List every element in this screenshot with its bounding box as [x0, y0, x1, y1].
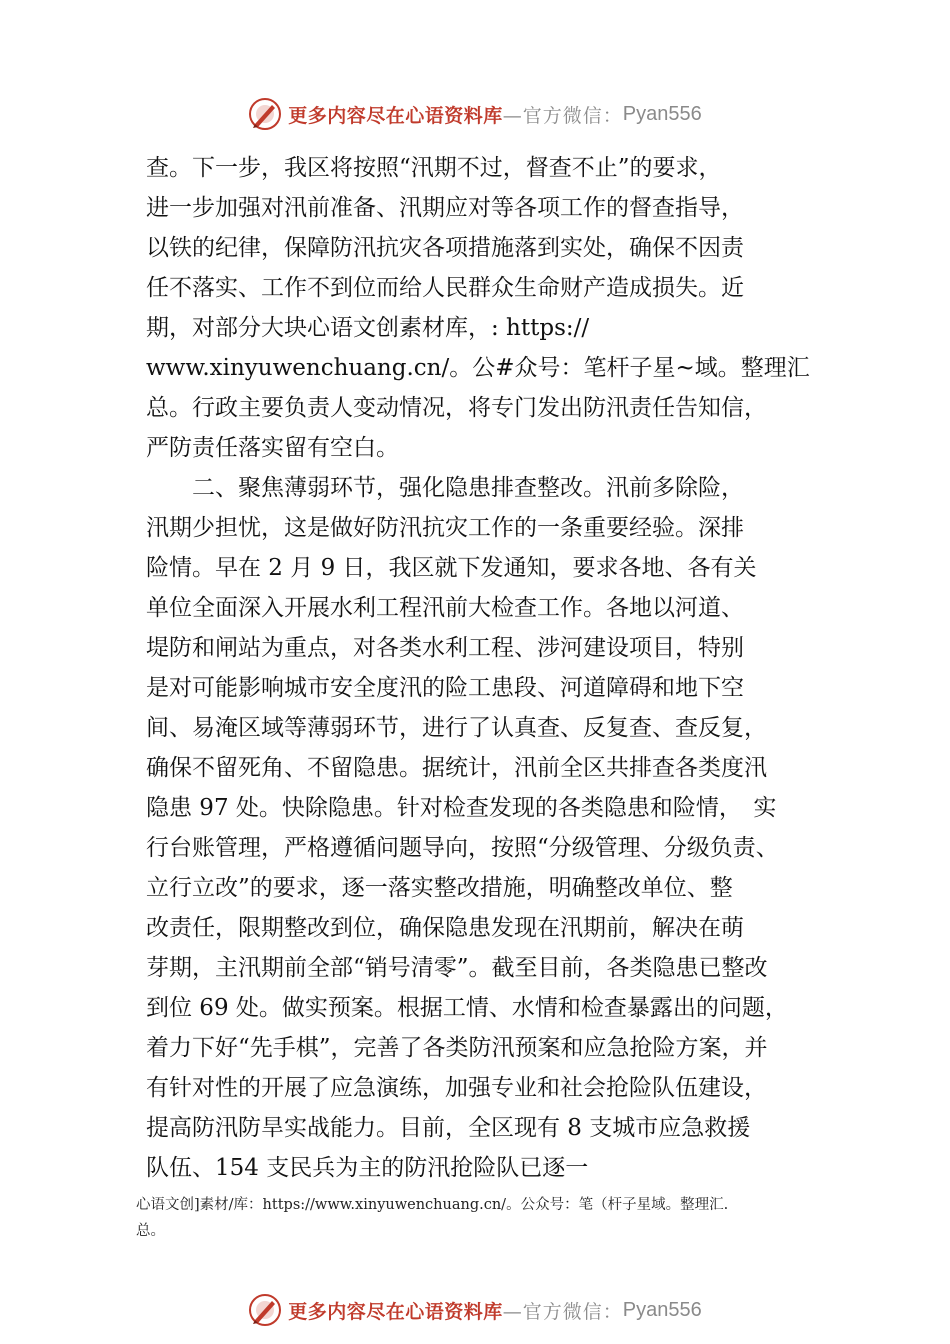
- body-line: 严防责任落实留有空白。: [146, 435, 399, 461]
- body-line: 是对可能影响城市安全度汛的险工患段、河道障碍和地下空: [146, 675, 744, 701]
- body-line: 立行立改”的要求，逐一落实整改措施，明确整改单位、整: [146, 875, 733, 901]
- body-line: 查。下一步，我区将按照“汛期不过，督查不止”的要求，: [146, 155, 722, 181]
- body-line: 行台账管理，严格遵循问题导向，按照“分级管理、分级负责、: [146, 835, 779, 861]
- body-line: 单位全面深入开展水利工程汛前大检查工作。各地以河道、: [146, 595, 744, 621]
- body-line: 汛期少担忧，这是做好防汛抗灾工作的一条重要经验。深排: [146, 515, 744, 541]
- banner-title: 更多内容尽在心语资料库: [288, 104, 503, 127]
- body-line: 以铁的纪律，保障防汛抗灾各项措施落到实处，确保不因责: [146, 235, 744, 261]
- footnote: [136, 1192, 836, 1244]
- wechat-id: Pyan556: [622, 102, 702, 125]
- banner-subtitle: —官方微信：: [502, 1300, 623, 1323]
- body-line: 二、聚焦薄弱环节，强化隐患排查整改。汛前多除险，: [146, 475, 744, 501]
- banner-title: 更多内容尽在心语资料库: [288, 1300, 503, 1323]
- document-body: [146, 148, 846, 1188]
- header-banner: [0, 94, 950, 134]
- pen-logo-icon: [248, 97, 282, 131]
- body-line: 到位 69 处。做实预案。根据工情、水情和检查暴露出的问题，: [146, 995, 788, 1021]
- body-line: www.xinyuwenchuang.cn/。公#众号：笔杆子星~域。整理汇: [146, 355, 810, 381]
- body-line: 堤防和闸站为重点，对各类水利工程、涉河建设项目，特别: [146, 635, 744, 661]
- body-line: 改责任，限期整改到位，确保隐患发现在汛期前，解决在萌: [146, 915, 744, 941]
- banner-subtitle: —官方微信：: [502, 104, 623, 127]
- footnote-line: 总。: [136, 1223, 165, 1239]
- body-line: 隐患 97 处。快除隐患。针对检查发现的各类隐患和险情， 实: [146, 795, 777, 821]
- body-line: 芽期，主汛期前全部“销号清零”。截至目前，各类隐患已整改: [146, 955, 768, 981]
- body-line: 提高防汛防旱实战能力。目前，全区现有 8 支城市应急救援: [146, 1115, 751, 1141]
- body-line: 总。行政主要负责人变动情况，将专门发出防汛责任告知信，: [146, 395, 767, 421]
- pen-logo-icon: [248, 1293, 282, 1327]
- body-line: 期，对部分大块心语文创素材库，: https://: [146, 315, 590, 341]
- body-line: 进一步加强对汛前准备、汛期应对等各项工作的督查指导，: [146, 195, 744, 221]
- body-line: 有针对性的开展了应急演练，加强专业和社会抢险队伍建设，: [146, 1075, 767, 1101]
- body-line: 着力下好“先手棋”，完善了各类防汛预案和应急抢险方案，并: [146, 1035, 768, 1061]
- body-line: 队伍、154 支民兵为主的防汛抢险队已逐一: [146, 1155, 589, 1181]
- body-line: 间、易淹区域等薄弱环节，进行了认真查、反复查、查反复，: [146, 715, 767, 741]
- body-line: 确保不留死角、不留隐患。据统计，汛前全区共排查各类度汛: [146, 755, 767, 781]
- wechat-id: Pyan556: [622, 1298, 702, 1321]
- body-line: 险情。早在 2 月 9 日，我区就下发通知，要求各地、各有关: [146, 555, 757, 581]
- footnote-line: 心语文创]素材/库：https://www.xinyuwenchuang.cn/。公众号：笔（杆子星域。整理汇.: [136, 1197, 729, 1213]
- footer-banner: [0, 1290, 950, 1330]
- body-line: 任不落实、工作不到位而给人民群众生命财产造成损失。近: [146, 275, 744, 301]
